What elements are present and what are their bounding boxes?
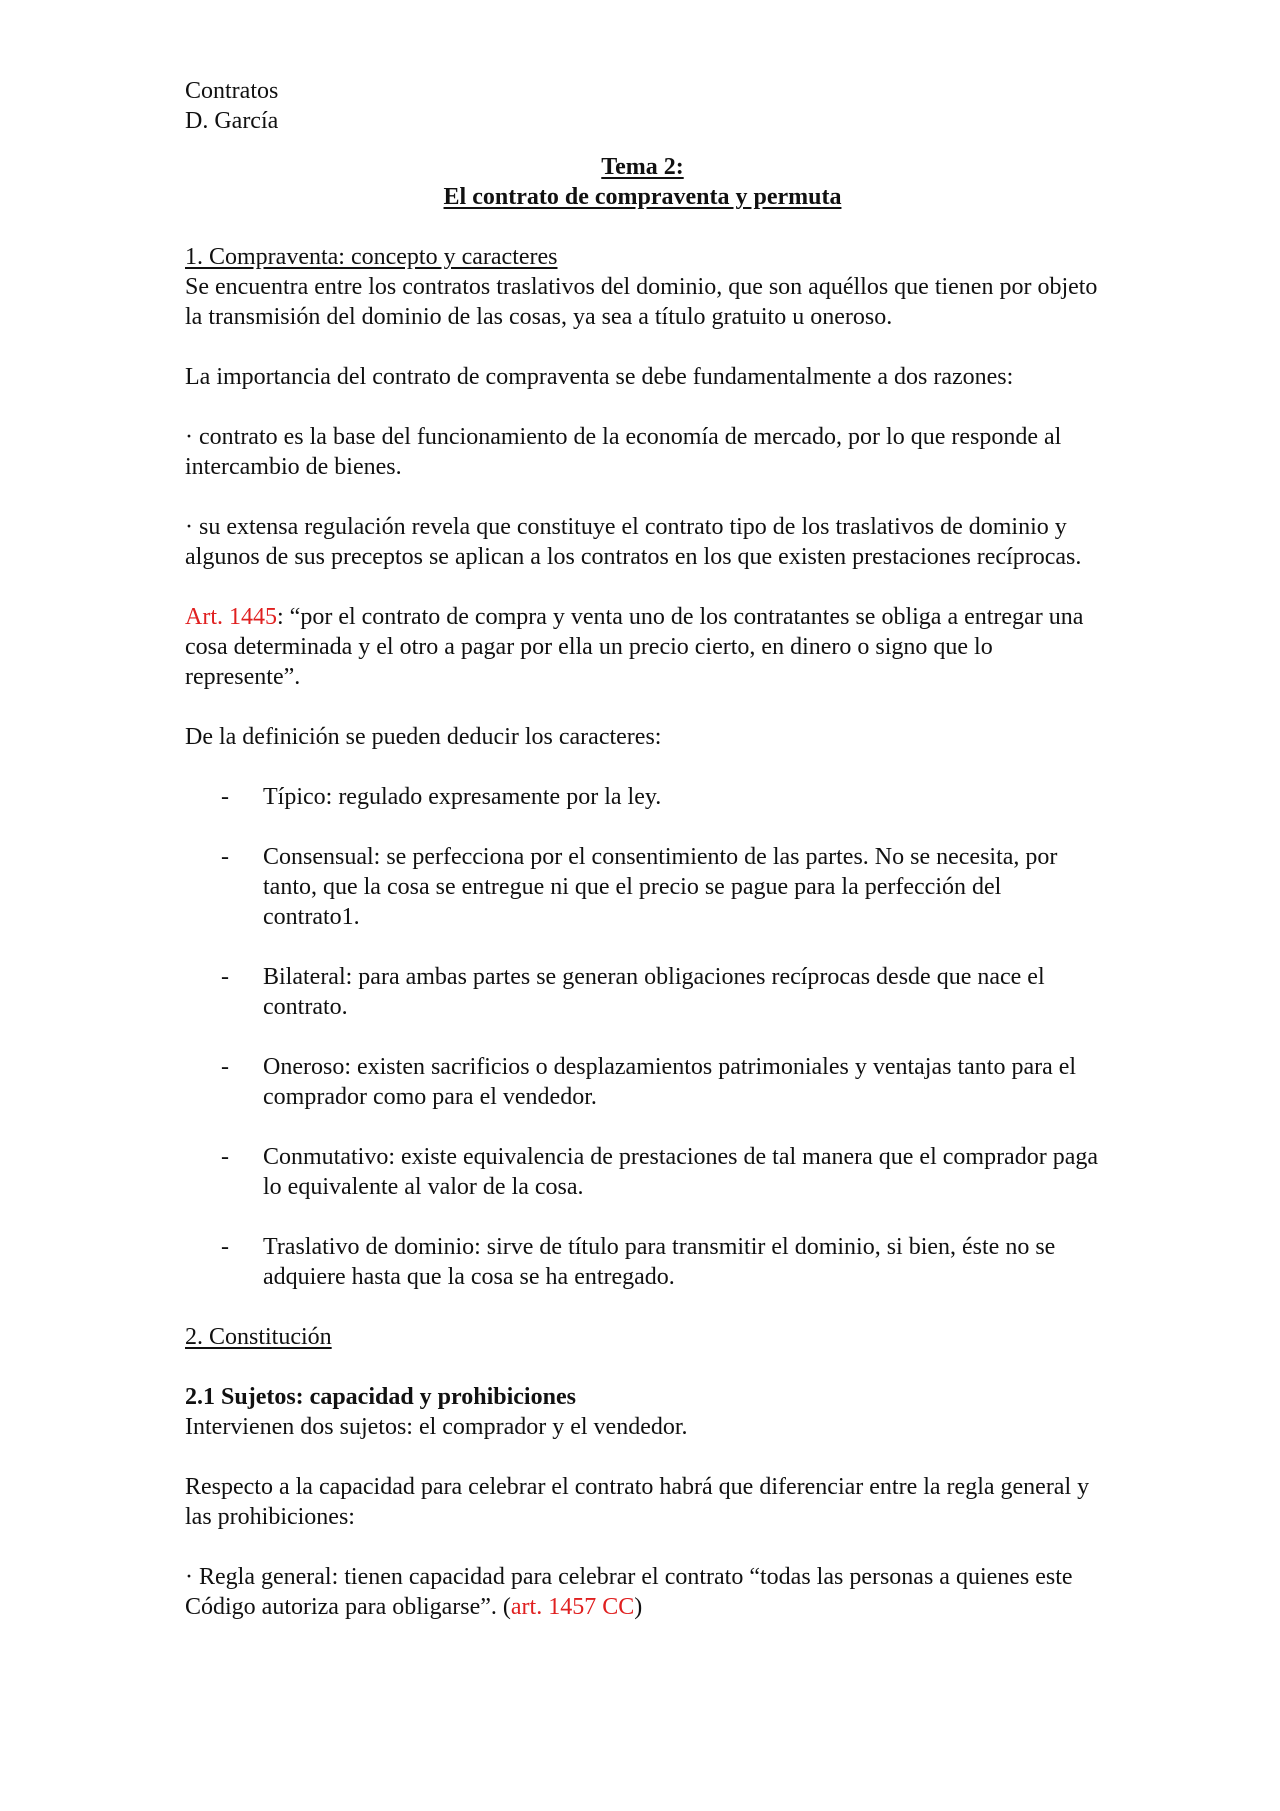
dash-bullet: - xyxy=(221,1234,229,1260)
characteristic-text: Conmutativo: existe equivalencia de prestaciones de tal manera que el comprador paga lo equivalente al valor de la cosa. xyxy=(263,1144,1099,1200)
general-rule-text: · Regla general: tienen capacidad para celebrar el contrato “todas las personas a quienes este Código autoriza para obligarse”. ( xyxy=(185,1564,1073,1620)
characteristic-item xyxy=(185,962,1100,1022)
article-1457-ref: art. 1457 CC xyxy=(510,1594,635,1620)
course-name: Contratos xyxy=(185,78,279,104)
characteristic-item xyxy=(185,842,1100,932)
dash-bullet: - xyxy=(221,784,229,810)
reason-2: · su extensa regulación revela que constituye el contrato tipo de los traslativos de dominio y algunos de sus preceptos se aplican a los contratos en los que existen prestaciones recíprocas. xyxy=(185,514,1082,570)
section1-intro: Se encuentra entre los contratos traslativos del dominio, que son aquéllos que tienen por objeto la transmisión del dominio de las cosas, ya sea a título gratuito u oneroso. xyxy=(185,274,1098,330)
section2-heading: 2. Constitución xyxy=(185,1324,332,1350)
general-rule-close: ) xyxy=(634,1594,643,1620)
characteristic-item xyxy=(185,782,1100,812)
characteristic-text: Oneroso: existen sacrificios o desplazamientos patrimoniales y ventajas tanto para el comprador como para el vendedor. xyxy=(263,1054,1077,1110)
dash-bullet: - xyxy=(221,964,229,990)
importance-paragraph: La importancia del contrato de compraventa se debe fundamentalmente a dos razones: xyxy=(185,364,1014,390)
article-1445-paragraph xyxy=(185,602,1100,692)
characteristic-text: Típico: regulado expresamente por la ley. xyxy=(263,784,662,810)
article-1445-ref: Art. 1445 xyxy=(185,604,277,630)
characteristic-item xyxy=(185,1052,1100,1112)
reason-1: · contrato es la base del funcionamiento de la economía de mercado, por lo que responde al intercambio de bienes. xyxy=(185,424,1062,480)
general-rule-paragraph xyxy=(185,1562,1100,1622)
dash-bullet: - xyxy=(221,1144,229,1170)
deduce-paragraph: De la definición se pueden deducir los caracteres: xyxy=(185,724,662,750)
author-name: D. García xyxy=(185,108,279,134)
dash-bullet: - xyxy=(221,844,229,870)
title-line-1: Tema 2: xyxy=(601,154,684,180)
dash-bullet: - xyxy=(221,1054,229,1080)
characteristic-text: Bilateral: para ambas partes se generan obligaciones recíprocas desde que nace el contrato. xyxy=(263,964,1045,1020)
capacity-paragraph: Respecto a la capacidad para celebrar el contrato habrá que diferenciar entre la regla general y las prohibiciones: xyxy=(185,1474,1090,1530)
characteristic-item xyxy=(185,1142,1100,1202)
article-1445-text: : “por el contrato de compra y venta uno de los contratantes se obliga a entregar una cosa determinada y el otro a pagar por ella un precio cierto, en dinero o signo que lo represente”. xyxy=(185,604,1084,690)
section1-heading: 1. Compraventa: concepto y caracteres xyxy=(185,244,558,270)
subjects-paragraph: Intervienen dos sujetos: el comprador y el vendedor. xyxy=(185,1414,688,1440)
section2-1-heading: 2.1 Sujetos: capacidad y prohibiciones xyxy=(185,1384,576,1410)
title-line-2: El contrato de compraventa y permuta xyxy=(443,184,842,210)
characteristic-text: Consensual: se perfecciona por el consentimiento de las partes. No se necesita, por tanto, que la cosa se entregue ni que el precio se pague para la perfección del contrato1. xyxy=(263,844,1058,930)
characteristic-text: Traslativo de dominio: sirve de título para transmitir el dominio, si bien, éste no se adquiere hasta que la cosa se ha entregado. xyxy=(263,1234,1056,1290)
characteristic-item xyxy=(185,1232,1100,1292)
